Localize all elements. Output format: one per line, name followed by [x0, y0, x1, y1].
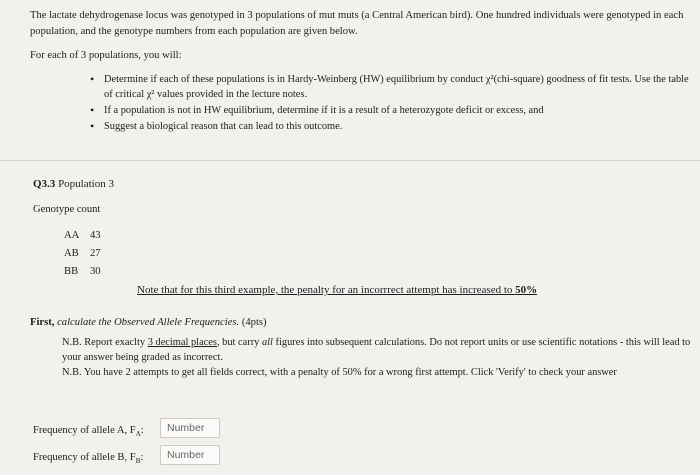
part-heading: [30, 317, 267, 328]
allele-b-label: Frequency of allele B, $F_B$:: [33, 452, 144, 466]
penalty-note-text: Note that for this third example, the penalty for an incorrrect attempt has increased to: [137, 284, 516, 296]
allele-a-subscript: A: [135, 430, 141, 439]
task-item-biological-reason: • Suggest a biological reason that can lead to this outcome.: [90, 119, 690, 134]
penalty-note: [137, 284, 537, 296]
genotype-type: AB: [64, 248, 79, 259]
genotype-row: [64, 227, 101, 245]
genotype-type: BB: [64, 266, 79, 277]
task-list: [90, 72, 690, 135]
section-divider: [0, 160, 700, 161]
allele-a-label-text: Frequency of allele A, F: [33, 425, 136, 436]
note-text: N.B. Report exaclty: [62, 337, 148, 348]
part-heading-points: (4pts): [241, 317, 267, 328]
question-number: Q3.3: [33, 178, 56, 190]
intro-paragraph: The lactate dehydrogenase locus was genotyped in 3 populations of mut muts (a Central American bird). One hundred individuals were genotyped in each population, and the genotype numbers from each population are given below.: [30, 10, 684, 37]
allele-a-frequency-input[interactable]: Number: [160, 418, 220, 438]
genotype-count: 43: [90, 230, 101, 241]
genotype-table: [64, 227, 101, 281]
task-item-deficit-excess: • If a population is not in HW equilibrium, determine if it is a result of a heterozygote deficit or excess, and: [90, 103, 690, 118]
allele-b-frequency-input[interactable]: Number: [160, 445, 220, 465]
question-title: [33, 178, 114, 190]
genotype-type: AA: [64, 230, 80, 241]
notes-block: [62, 335, 692, 380]
genotype-count: 27: [90, 248, 101, 259]
allele-a-label: Frequency of allele A, $F_A$:: [33, 425, 144, 439]
genotype-row: [64, 245, 101, 263]
question-population: Population 3: [58, 178, 114, 190]
genotype-count-label: Genotype count: [33, 204, 101, 215]
note-attempts: N.B. You have 2 attempts to get all fields correct, with a penalty of 50% for a wrong first attempt. Click 'Verify' to check your answer: [62, 367, 617, 378]
allele-b-subscript: B: [135, 457, 141, 466]
note-italic: all: [261, 337, 273, 348]
allele-b-label-text: Frequency of allele B, F: [33, 452, 136, 463]
genotype-row: [64, 263, 101, 281]
part-heading-first: First,: [30, 317, 55, 328]
instructions-heading: For each of 3 populations, you will:: [30, 50, 182, 61]
part-heading-task: calculate the Observed Allele Frequencies.: [57, 317, 240, 328]
note-decimal-places: [62, 335, 692, 365]
task-item-hw-test: • Determine if each of these populations is in Hardy-Weinberg (HW) equilibrium by conduct χ²(chi-square) goodness of fit tests. Use the table of critical χ² values provided in the lecture notes.: [90, 72, 690, 102]
genotype-count: 30: [90, 266, 101, 277]
note-text: figures into subsequent calculations. Do not report units or use scientific notations - this will lead to your answer being graded as incorrect.: [62, 337, 691, 363]
note-underlined: 3 decimal places: [147, 337, 217, 348]
penalty-percent: 50%: [515, 284, 538, 296]
note-text: , but carry: [216, 337, 262, 348]
